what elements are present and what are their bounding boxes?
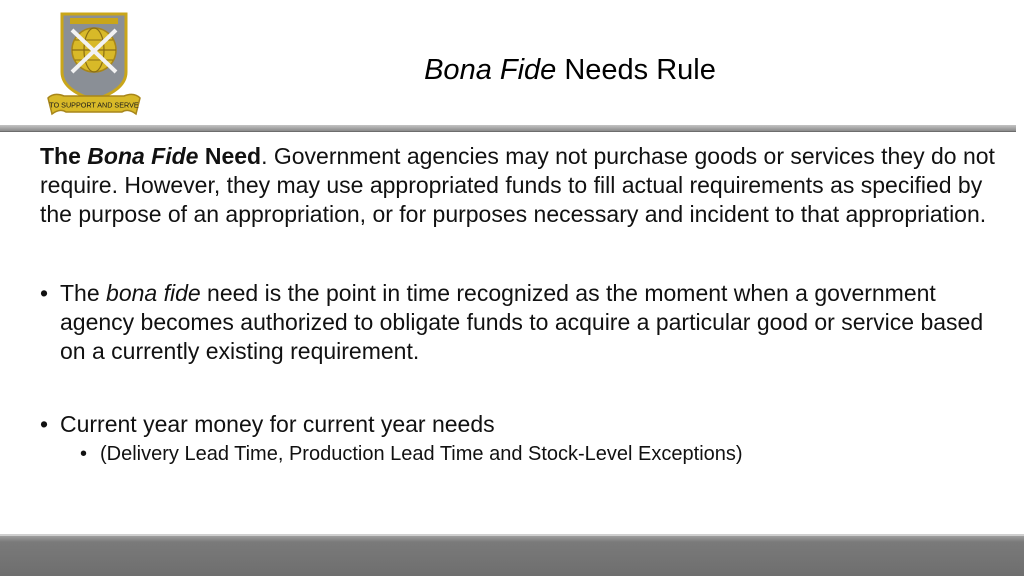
intro-lead-italic: Bona Fide xyxy=(87,143,199,169)
bullet-1-post: need is the point in time recognized as the moment when a government agency becomes authorized to obligate funds to acquire a particular good or service based on a currently existing requirement. xyxy=(60,280,984,364)
bullet-dot-icon: • xyxy=(40,280,49,306)
bullet-1-italic: bona fide xyxy=(106,280,201,306)
title-divider xyxy=(0,125,1016,132)
title-rest: Needs Rule xyxy=(556,54,716,86)
intro-text: . Government agencies may not purchase goods or services they do not require. However, they may use appropriated funds to fill actual requirements as specified by the purpose of an appropriation, or for purposes necessary and incident to that appropriation. xyxy=(40,143,995,227)
bullet-dot-icon: • xyxy=(40,411,49,437)
logo-motto: TO SUPPORT AND SERVE xyxy=(49,100,139,110)
crest-icon xyxy=(44,10,144,122)
footer-bar xyxy=(0,536,1024,576)
bullet-item xyxy=(40,279,1000,366)
slide-body xyxy=(40,142,1000,467)
bullet-item xyxy=(40,410,1000,439)
intro-lead-2: Need xyxy=(198,143,262,169)
sub-bullet-dot-icon: • xyxy=(80,443,88,465)
bullet-2-text: Current year money for current year needs xyxy=(60,411,495,437)
intro-paragraph xyxy=(40,142,1000,229)
page-title xyxy=(320,50,820,90)
army-crest-logo xyxy=(44,10,144,122)
bullet-1-pre: The xyxy=(60,280,107,306)
sub-bullet-item xyxy=(40,441,1000,467)
intro-lead-1: The xyxy=(40,143,88,169)
title-italic: Bona Fide xyxy=(424,54,557,86)
sub-bullet-text: (Delivery Lead Time, Production Lead Time and Stock-Level Exceptions) xyxy=(100,443,743,465)
